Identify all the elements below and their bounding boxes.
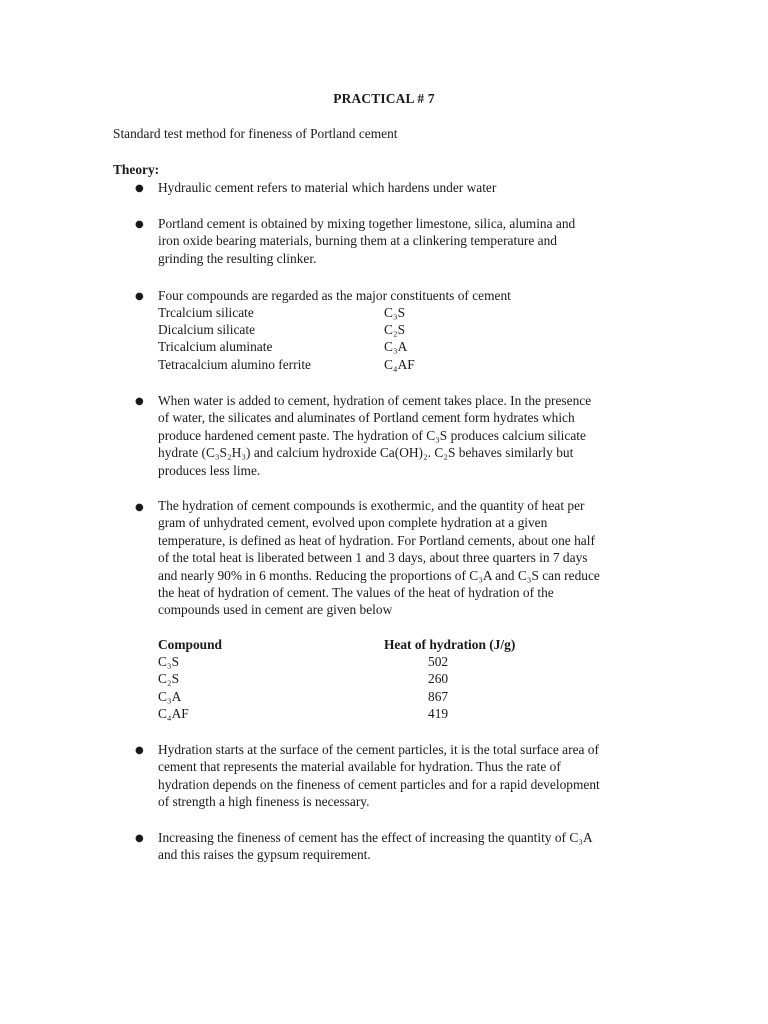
paragraph-line: When water is added to cement, hydration of cement takes place. In the presence xyxy=(158,393,592,408)
document-subtitle: Standard test method for fineness of Portland cement xyxy=(113,126,398,141)
compound-cell: C₂S xyxy=(158,671,180,686)
paragraph-line: hydration depends on the fineness of cement particles and for a rapid development xyxy=(158,776,600,792)
paragraph-line: iron oxide bearing materials, burning them at a clinkering temperature and xyxy=(158,233,557,249)
table-row xyxy=(158,688,658,705)
heat-table-header xyxy=(158,636,658,653)
heat-cell: 867 xyxy=(428,689,449,704)
paragraph-line: Hydration starts at the surface of the cement particles, it is the total surface area of xyxy=(158,742,599,757)
paragraph-line: produces less lime. xyxy=(158,462,261,478)
paragraph-line: The hydration of cement compounds is exothermic, and the quantity of heat per xyxy=(158,498,585,513)
paragraph-line: temperature, is defined as heat of hydration. For Portland cements, about one half xyxy=(158,532,595,548)
heat-cell: 502 xyxy=(428,654,449,669)
paragraph-line: of water, the silicates and aluminates of Portland cement form hydrates which xyxy=(158,410,575,426)
paragraph-line: Increasing the fineness of cement has the effect of increasing the quantity of C₃A xyxy=(158,830,593,845)
theory-heading: Theory: xyxy=(113,162,160,177)
paragraph-line: cement that represents the material available for hydration. Thus the rate of xyxy=(158,759,561,775)
table-row xyxy=(158,653,658,670)
bullet-paragraph-6 xyxy=(158,741,658,811)
column-header-compound: Compound xyxy=(158,637,223,652)
constituent-formula: C₃A xyxy=(384,339,408,354)
constituent-formula: C₂S xyxy=(384,322,406,337)
bullet-paragraph-5 xyxy=(158,497,658,619)
constituent-name: Trcalcium silicate xyxy=(158,305,254,320)
paragraph-line: of the total heat is liberated between 1 and 3 days, about three quarters in 7 days xyxy=(158,550,588,566)
constituent-row xyxy=(158,356,658,373)
bullet-icon: ● xyxy=(135,219,144,230)
constituent-formula: C₄AF xyxy=(384,357,415,372)
constituent-row xyxy=(158,338,658,355)
bullet-paragraph-4 xyxy=(158,392,658,479)
heat-cell: 260 xyxy=(428,671,449,686)
bullet-icon: ● xyxy=(135,502,144,513)
paragraph-line: of strength a high fineness is necessary. xyxy=(158,794,370,810)
bullet-icon: ● xyxy=(135,396,144,407)
bullet-icon: ● xyxy=(135,745,144,756)
compound-cell: C₄AF xyxy=(158,706,189,721)
table-row xyxy=(158,670,658,687)
constituent-row xyxy=(158,321,658,338)
paragraph-line: gram of unhydrated cement, evolved upon complete hydration at a given xyxy=(158,515,548,531)
paragraph-line: Portland cement is obtained by mixing together limestone, silica, alumina and xyxy=(158,216,576,231)
paragraph-line: compounds used in cement are given below xyxy=(158,602,393,618)
constituent-row xyxy=(158,304,658,321)
paragraph-line: Hydraulic cement refers to material which hardens under water xyxy=(158,180,497,195)
paragraph-line: and this raises the gypsum requirement. xyxy=(158,847,371,863)
bullet-paragraph-3 xyxy=(158,287,658,304)
bullet-paragraph-2 xyxy=(158,215,658,267)
page-title: PRACTICAL # 7 xyxy=(333,91,435,106)
bullet-icon: ● xyxy=(135,183,144,194)
column-header-heat: Heat of hydration (J/g) xyxy=(384,637,516,652)
paragraph-line: Four compounds are regarded as the major constituents of cement xyxy=(158,288,511,303)
heat-cell: 419 xyxy=(428,706,449,721)
compound-cell: C₃A xyxy=(158,689,182,704)
constituent-name: Tetracalcium alumino ferrite xyxy=(158,357,311,372)
constituent-name: Tricalcium aluminate xyxy=(158,339,273,354)
paragraph-line: grinding the resulting clinker. xyxy=(158,250,317,266)
bullet-icon: ● xyxy=(135,291,144,302)
bullet-paragraph-7 xyxy=(158,829,658,864)
compound-cell: C₃S xyxy=(158,654,180,669)
constituent-name: Dicalcium silicate xyxy=(158,322,256,337)
paragraph-line: and nearly 90% in 6 months. Reducing the proportions of C₃A and C₃S can reduce xyxy=(158,567,600,583)
paragraph-line: the heat of hydration of cement. The values of the heat of hydration of the xyxy=(158,585,554,601)
constituent-formula: C₃S xyxy=(384,305,406,320)
bullet-paragraph-1 xyxy=(158,179,658,196)
bullet-icon: ● xyxy=(135,833,144,844)
paragraph-line: produce hardened cement paste. The hydration of C₃S produces calcium silicate xyxy=(158,427,586,443)
table-row xyxy=(158,705,658,722)
paragraph-line: hydrate (C₃S₂H₃) and calcium hydroxide Ca(OH)₂. C₂S behaves similarly but xyxy=(158,445,574,461)
